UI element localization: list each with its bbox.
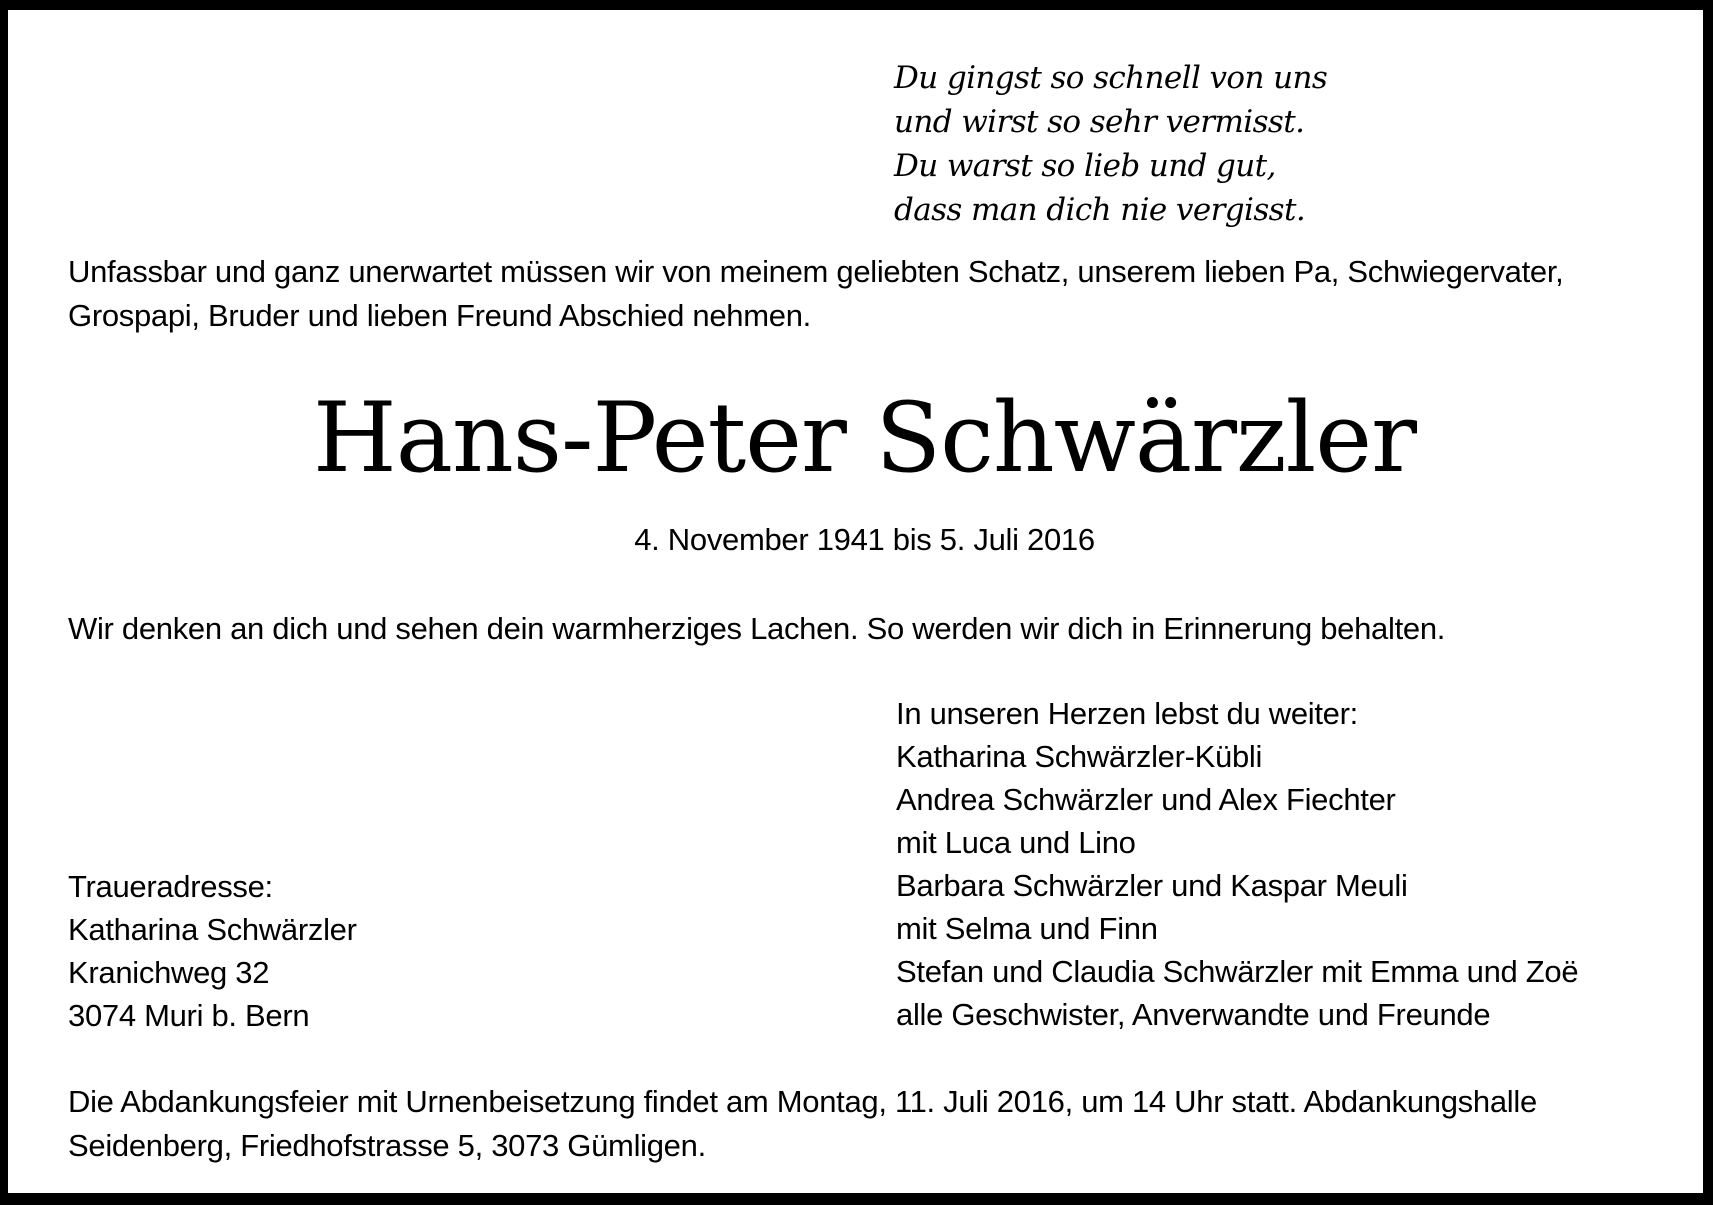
ceremony-line: Seidenberg, Friedhofstrasse 5, 3073 Gümligen. bbox=[68, 1128, 706, 1163]
poem-line: dass man dich nie vergisst. bbox=[894, 192, 1306, 228]
remembrance-text: Wir denken an dich und sehen dein warmherziges Lachen. So werden wir dich in Erinnerung behalten. bbox=[68, 611, 1446, 646]
intro-paragraph bbox=[68, 250, 1564, 338]
mourner-entry: Andrea Schwärzler und Alex Fiechter bbox=[896, 782, 1396, 817]
memorial-poem bbox=[894, 56, 1327, 232]
poem-line: und wirst so sehr vermisst. bbox=[894, 104, 1305, 140]
poem-line: Du warst so lieb und gut, bbox=[894, 148, 1276, 184]
address-city: 3074 Muri b. Bern bbox=[68, 998, 310, 1033]
mourners-heading: In unseren Herzen lebst du weiter: bbox=[896, 696, 1358, 731]
poem-line: Du gingst so schnell von uns bbox=[894, 60, 1328, 96]
mourner-entry: Stefan und Claudia Schwärzler mit Emma und Zoë bbox=[896, 954, 1579, 989]
address-label: Traueradresse: bbox=[68, 869, 273, 904]
address-name: Katharina Schwärzler bbox=[68, 912, 357, 947]
mourning-address bbox=[68, 865, 357, 1037]
mourner-entry: Barbara Schwärzler und Kaspar Meuli bbox=[896, 868, 1408, 903]
deceased-name: Hans-Peter Schwärzler bbox=[312, 382, 1416, 494]
life-dates: 4. November 1941 bis 5. Juli 2016 bbox=[634, 522, 1095, 557]
ceremony-paragraph bbox=[68, 1080, 1537, 1168]
mourner-entry: alle Geschwister, Anverwandte und Freunde bbox=[896, 997, 1491, 1032]
mourner-entry: mit Selma und Finn bbox=[896, 911, 1158, 946]
mourner-entry: Katharina Schwärzler-Kübli bbox=[896, 739, 1263, 774]
mourner-entry: mit Luca und Lino bbox=[896, 825, 1136, 860]
intro-line: Grospapi, Bruder und lieben Freund Abschied nehmen. bbox=[68, 298, 811, 333]
mourners-list bbox=[896, 692, 1578, 1036]
intro-line: Unfassbar und ganz unerwartet müssen wir von meinem geliebten Schatz, unserem lieben Pa, Schwiegervater, bbox=[68, 254, 1564, 289]
address-street: Kranichweg 32 bbox=[68, 955, 270, 990]
ceremony-line: Die Abdankungsfeier mit Urnenbeisetzung findet am Montag, 11. Juli 2016, um 14 Uhr statt. Abdankungshalle bbox=[68, 1084, 1537, 1119]
